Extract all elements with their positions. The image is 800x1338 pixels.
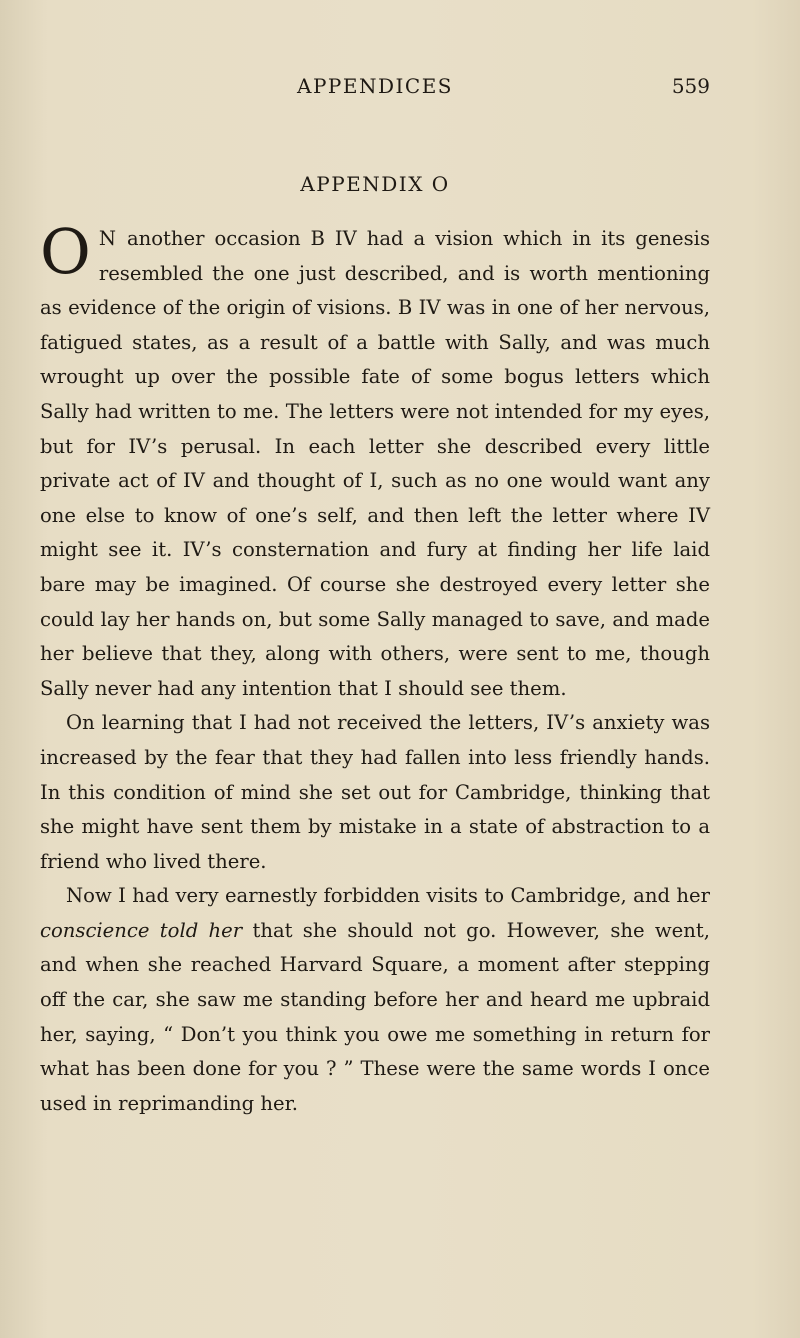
drop-cap: O (40, 215, 91, 288)
paragraph-2 (40, 706, 710, 879)
paragraph-3-after: that she should not go. However, she went, and when she reached Harvard Square, a moment after stepping off the car, she saw me standing before her and heard me upbraid her, saying, “ Don’t you think you owe me something in return for what has been done for you ? ” These were the same words I once used in reprimanding her. (40, 918, 710, 1115)
appendix-title: APPENDIX O (300, 172, 450, 196)
first-word-rest: N (98, 227, 117, 250)
running-head: APPENDICES (297, 74, 453, 98)
paragraph-3-before: Now I had very earnestly forbidden visits to Cambridge, and her (66, 884, 710, 908)
paragraph-2-text: On learning that I had not received the letters, IV’s anxiety was increased by the fear that they had fallen into less friendly hands. In this condition of mind she set out for Cambridge, thinking that she might have sent them by mistake in a state of abstraction to a friend who lived there. (40, 711, 710, 873)
body-text (40, 215, 711, 1121)
paragraph-1-text: another occasion B IV had a vision which in its genesis resembled the one just described, and is worth mentioning as evidence of the origin of visions. B IV was in one of her nervous, fatigued states, as a result of a battle with Sally, and was much wrought up over the possible fate of some bogus letters which Sally had written to me. The letters were not intended for my eyes, but for IV’s perusal. In each letter she described every little private act of IV and thought of I, such as no one would want any one else to know of one’s self, and then left the letter where IV might see it. IV’s consternation and fury at finding her life laid bare may be imagined. Of course she destroyed every letter she could lay her hands on, but some Sally managed to save, and made her believe that they, along with others, were sent to me, though Sally never had any intention that I should see them. (40, 227, 711, 700)
page-header (40, 74, 710, 104)
paragraph-3 (40, 879, 710, 1121)
paragraph-1 (40, 215, 711, 706)
page-number: 559 (671, 74, 710, 98)
paragraph-3-italic: conscience told her (40, 918, 243, 942)
